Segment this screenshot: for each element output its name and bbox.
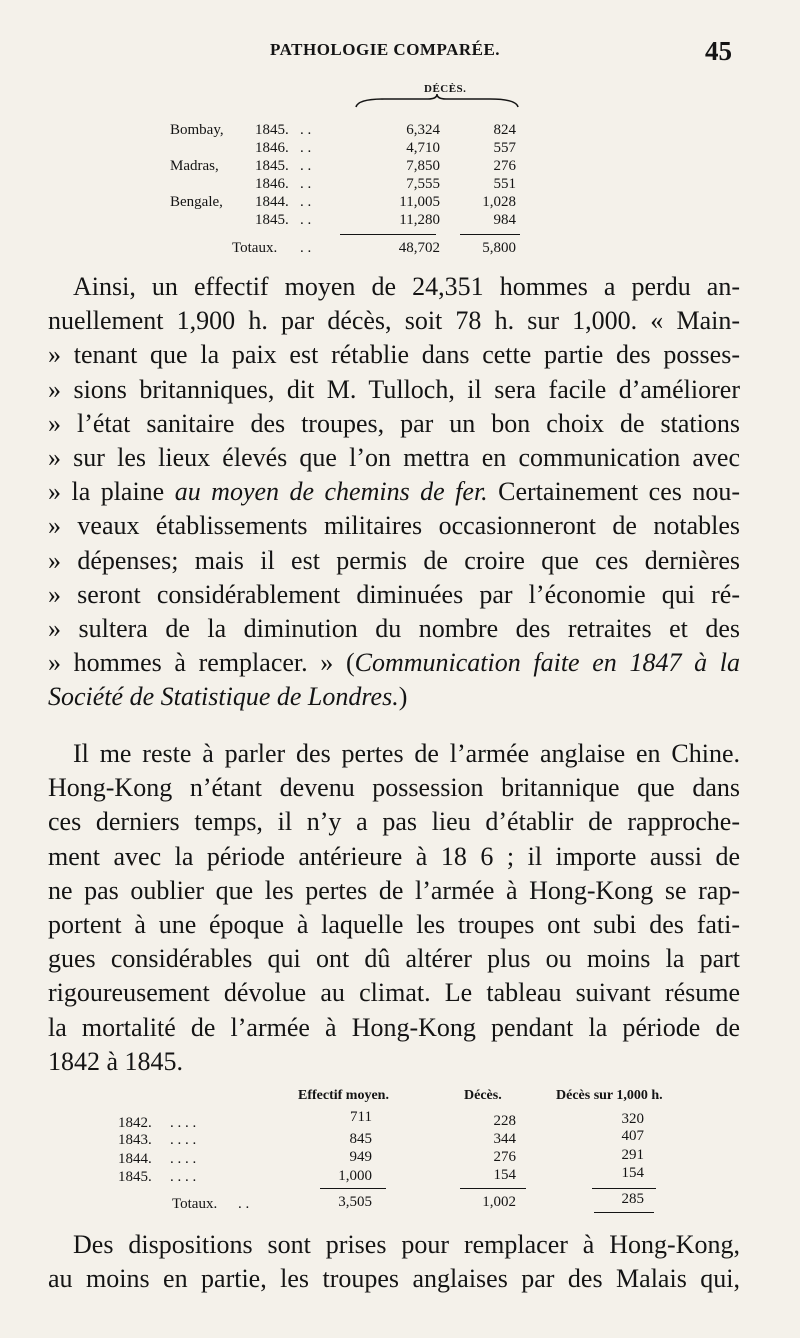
total-value: 1,002 (482, 1194, 516, 1210)
year-label: 1844. (118, 1151, 152, 1167)
italic-run: Communication faite en 1847 à la (354, 648, 740, 678)
value-cell: 4,710 (406, 140, 440, 156)
text-line (48, 475, 740, 509)
text-line: ces derniers temps, il n’y a pas lieu d’établir de rapproche- (48, 807, 740, 837)
text-line: rigoureusement dévolue au climat. Le tableau suivant résume (48, 978, 740, 1008)
leader-dots: . . (300, 122, 312, 138)
value-cell: 154 (493, 1167, 516, 1183)
total-value: 5,800 (482, 240, 516, 256)
value-cell: 7,850 (406, 158, 440, 174)
year-label: 1845. (255, 158, 289, 174)
year-label: 1846. (255, 176, 289, 192)
column-header: Décès. (464, 1088, 502, 1103)
leader-dots: . . (300, 176, 312, 192)
totals-label: Totaux. (232, 240, 278, 256)
leader-dots: . . . . (170, 1132, 197, 1148)
text-line: » sultera de la diminution du nombre des retraites et des (48, 614, 740, 644)
total-value: 48,702 (398, 240, 440, 256)
total-value: 3,505 (338, 1194, 372, 1210)
deces-column-header: DÉCÈS. (424, 83, 467, 95)
text-line: » veaux établissements militaires occasionneront de notables (48, 511, 740, 541)
total-rule (592, 1188, 656, 1189)
value-cell: 6,324 (406, 122, 440, 138)
place-label: Madras, (170, 158, 219, 174)
value-cell: 276 (493, 158, 516, 174)
italic-run: Société de Statistique de Londres. (48, 682, 399, 712)
text-line: » dépenses; mais il est permis de croire que ces dernières (48, 545, 740, 575)
text-line (48, 680, 740, 714)
year-label: 1845. (255, 122, 289, 138)
text-line (48, 646, 740, 680)
total-rule (460, 234, 520, 235)
text-line: » l’état sanitaire des troupes, par un bon choix de stations (48, 408, 740, 438)
text-run: ) (398, 682, 408, 712)
leader-dots: . . (300, 240, 312, 256)
value-cell: 228 (493, 1113, 516, 1129)
year-label: 1842. (118, 1115, 152, 1131)
value-cell: 320 (621, 1111, 644, 1127)
leader-dots: . . (238, 1196, 250, 1212)
text-line: » tenant que la paix est rétablie dans cette partie des posses- (48, 340, 740, 370)
text-line: la mortalité de l’armée à Hong-Kong pendant la période de (48, 1012, 740, 1042)
text-line: au moins en partie, les troupes anglaises par des Malais qui, (48, 1264, 740, 1294)
leader-dots: . . (300, 140, 312, 156)
value-cell: 11,005 (399, 194, 440, 210)
value-cell: 7,555 (406, 176, 440, 192)
text-line: 1842 à 1845. (48, 1046, 184, 1076)
total-rule (320, 1188, 386, 1189)
total-underline (594, 1212, 654, 1213)
year-label: 1845. (118, 1169, 152, 1185)
text-line: Des dispositions sont prises pour remplacer à Hong-Kong, (73, 1230, 740, 1259)
text-line: ne pas oublier que les pertes de l’armée à Hong-Kong se rap- (48, 875, 740, 905)
column-header: Décès sur 1,000 h. (556, 1088, 663, 1103)
text-run: » la plaine (48, 477, 175, 507)
value-cell: 407 (621, 1128, 644, 1144)
total-value: 285 (621, 1191, 644, 1207)
total-rule (340, 234, 436, 235)
leader-dots: . . . . (170, 1151, 197, 1167)
page-number: 45 (705, 36, 732, 66)
paragraph-mortality-india (48, 270, 740, 715)
text-line: portent à une époque à laquelle les troupes ont subi des fati- (48, 910, 740, 940)
value-cell: 344 (493, 1131, 516, 1147)
place-label: Bombay, (170, 122, 224, 138)
totals-label: Totaux. (172, 1196, 218, 1212)
text-line: gues considérables qui ont dû altérer plus ou moins la part (48, 944, 740, 974)
value-cell: 845 (349, 1131, 372, 1147)
year-label: 1846. (255, 140, 289, 156)
value-cell: 557 (493, 140, 516, 156)
value-cell: 11,280 (399, 212, 440, 228)
brace-decoration (354, 93, 520, 109)
leader-dots: . . (300, 212, 312, 228)
text-line: ment avec la période antérieure à 18 6 ; il importe aussi de (48, 841, 740, 871)
text-run: Certainement ces nou- (487, 477, 741, 507)
year-label: 1843. (118, 1132, 152, 1148)
leader-dots: . . (300, 158, 312, 174)
text-line: » sur les lieux élevés que l’on mettra en communication avec (48, 443, 740, 473)
place-label: Bengale, (170, 194, 223, 210)
value-cell: 1,028 (482, 194, 516, 210)
text-line: Ainsi, un effectif moyen de 24,351 hommes a perdu an- (73, 272, 740, 301)
column-header: Effectif moyen. (298, 1088, 389, 1103)
value-cell: 154 (621, 1165, 644, 1181)
value-cell: 984 (493, 212, 516, 228)
value-cell: 711 (350, 1109, 372, 1125)
text-line: Hong-Kong n’étant devenu possession britannique que dans (48, 773, 740, 803)
leader-dots: . . . . (170, 1169, 197, 1185)
italic-run: au moyen de chemins de fer. (174, 477, 488, 507)
paragraph-malay-troops (48, 1228, 740, 1296)
leader-dots: . . (300, 194, 312, 210)
text-line: nuellement 1,900 h. par décès, soit 78 h. sur 1,000. « Main- (48, 306, 740, 336)
value-cell: 291 (621, 1147, 644, 1163)
total-rule (460, 1188, 526, 1189)
text-line: » seront considérablement diminuées par l’économie qui ré- (48, 579, 740, 609)
value-cell: 551 (493, 176, 516, 192)
value-cell: 949 (349, 1149, 372, 1165)
year-label: 1844. (255, 194, 289, 210)
running-title: PATHOLOGIE COMPARÉE. (270, 40, 501, 59)
value-cell: 824 (493, 122, 516, 138)
text-line: » sions britanniques, dit M. Tulloch, il sera facile d’améliorer (48, 374, 740, 404)
text-run: » hommes à remplacer. » ( (48, 648, 355, 678)
paragraph-hong-kong (48, 737, 740, 1079)
leader-dots: . . . . (170, 1115, 197, 1131)
text-line: Il me reste à parler des pertes de l’armée anglaise en Chine. (73, 739, 740, 768)
year-label: 1845. (255, 212, 289, 228)
value-cell: 276 (493, 1149, 516, 1165)
value-cell: 1,000 (338, 1168, 372, 1184)
